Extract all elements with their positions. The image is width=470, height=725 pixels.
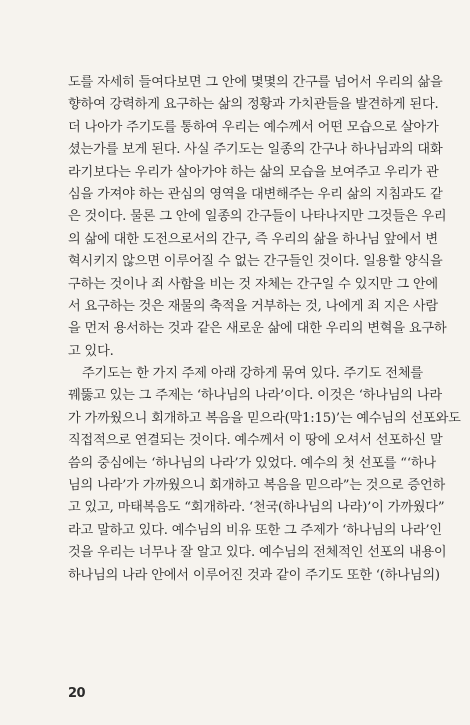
text-line: 씀의 중심에는 ‘하나님의 나라’가 있었다. 예수의 첫 선포를 “‘하나 bbox=[68, 455, 436, 471]
page-number: 20 bbox=[68, 686, 86, 701]
text-line: 주기도는 한 가지 주제 아래 강하게 묶여 있다. 주기도 전체를 bbox=[82, 366, 423, 382]
text-line: 혁시키지 않으면 이루어질 수 없는 간구들인 것이다. 일용할 양식을 bbox=[68, 254, 443, 270]
text-line: 의 삶에 대한 도전으로서의 간구, 즉 우리의 삶을 하나님 앞에서 변 bbox=[68, 231, 438, 247]
text-line: 라고 말하고 있다. 예수님의 비유 또한 그 주제가 ‘하나님의 나라’인 bbox=[68, 522, 442, 538]
text-line: 라기보다는 우리가 살아가야 하는 삶의 모습을 보여주고 우리가 관 bbox=[68, 164, 439, 180]
text-line: 셨는가를 보게 된다. 사실 주기도는 일종의 간구나 하나님과의 대화 bbox=[68, 142, 443, 158]
text-line: 고 있다. bbox=[68, 343, 114, 359]
body-text bbox=[68, 72, 461, 587]
paragraph-1 bbox=[68, 72, 447, 363]
text-line: 도를 자세히 들여다보면 그 안에 몇몇의 간구를 넘어서 우리의 삶을 bbox=[68, 75, 443, 90]
paragraph-2 bbox=[68, 363, 461, 587]
text-line: 것을 우리는 너무나 잘 알고 있다. 예수님의 전체적인 선포의 내용이 bbox=[68, 545, 447, 561]
text-line: 서 요구하는 것은 재물의 축적을 거부하는 것, 나에게 죄 지은 사람 bbox=[68, 298, 438, 314]
text-line: 고 있고, 마태복음도 “회개하라. ‘천국(하나님의 나라)’이 가까웠다” bbox=[68, 500, 445, 516]
text-line: 향하여 강력하게 요구하는 삶의 정황과 가치관들을 발견하게 된다. bbox=[68, 97, 439, 113]
text-line: 을 먼저 용서하는 것과 같은 새로운 삶에 대한 우리의 변혁을 요구하 bbox=[68, 321, 447, 337]
text-line: 구하는 것이나 죄 사함을 비는 것 자체는 간구일 수 있지만 그 안에 bbox=[68, 276, 438, 292]
text-line: 꿰뚫고 있는 그 주제는 ‘하나님의 나라’이다. 이것은 ‘하나님의 나라 bbox=[68, 388, 442, 404]
text-line: 더 나아가 주기도를 통하여 우리는 예수께서 어떤 모습으로 살아가 bbox=[68, 119, 439, 135]
text-line: 가 가까웠으니 회개하고 복음을 믿으라(막1:15)’는 예수님의 선포와도 bbox=[68, 410, 461, 426]
text-line: 은 것이다. 물론 그 안에 일종의 간구들이 나타나지만 그것들은 우리 bbox=[68, 209, 447, 225]
text-line: 님의 나라’가 가까웠으니 회개하고 복음을 믿으라”는 것으로 증언하 bbox=[68, 478, 446, 494]
text-line: 심을 가져야 하는 관심의 영역을 대변해주는 우리 삶의 지침과도 같 bbox=[68, 186, 443, 202]
text-line: 직접적으로 연결되는 것이다. 예수께서 이 땅에 오셔서 선포하신 말 bbox=[68, 433, 443, 449]
text-line: 하나님의 나라 안에서 이루어진 것과 같이 주기도 또한 ‘(하나님의) bbox=[68, 567, 440, 583]
